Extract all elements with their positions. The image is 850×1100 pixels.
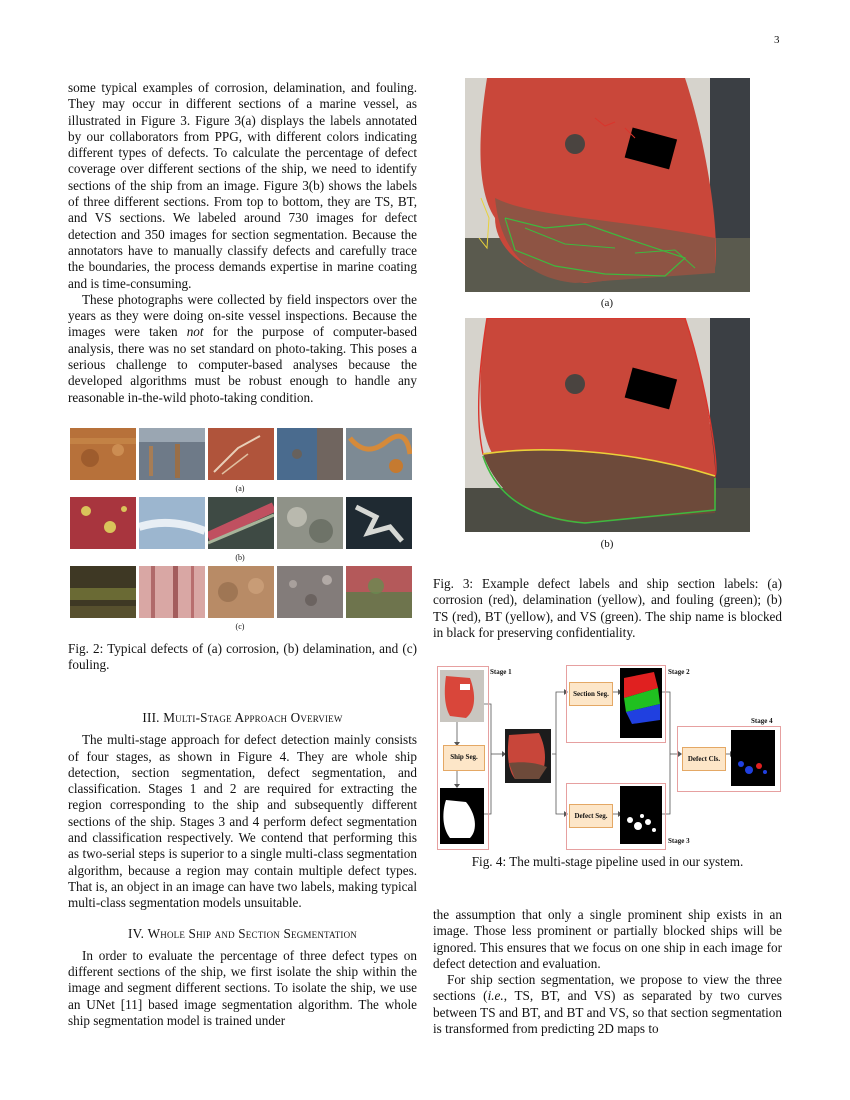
fig2-thumb-b5	[346, 497, 412, 549]
fig4-defect-mask	[620, 786, 662, 844]
fig2-thumb-c3	[208, 566, 274, 618]
stage2-label: Stage 2	[668, 668, 690, 676]
fig2-thumb-c2	[139, 566, 205, 618]
fig2-thumb-c5	[346, 566, 412, 618]
page-number: 3	[774, 34, 780, 46]
section-seg-box: Section Seg.	[569, 682, 613, 706]
stage1-label: Stage 1	[490, 668, 512, 676]
fig2-sub-c: (c)	[235, 622, 245, 631]
ship-seg-box: Ship Seg.	[443, 745, 485, 771]
fig4-caption: Fig. 4: The multi-stage pipeline used in our system.	[471, 854, 744, 869]
stage4-label: Stage 4	[751, 717, 773, 725]
defect-seg-box: Defect Seg.	[569, 804, 613, 828]
fig2-thumb-a5	[346, 428, 412, 480]
fig2-thumb-b4	[277, 497, 343, 549]
left-column-top	[68, 80, 417, 406]
fig2-thumb-b1	[70, 497, 136, 549]
section-4-heading: IV. Whole Ship and Section Segmentation	[127, 925, 358, 941]
fig2-thumb-c1	[70, 566, 136, 618]
defect-cls-box: Defect Cls.	[682, 747, 726, 771]
right-para-2: For ship section segmentation, we propose to view the three sections (i.e., TS, BT, and VS) as separated by two curves between TS and BT, and BT and VS, so that section segmentation is transformed from predicting 2D maps to	[433, 972, 783, 1037]
fig2-thumb-b2	[139, 497, 205, 549]
fig2-sub-b: (b)	[235, 553, 245, 562]
fig2-thumb-a2	[139, 428, 205, 480]
fig4-section-mask	[620, 668, 662, 738]
fig2-thumb-a1	[70, 428, 136, 480]
right-column-bottom	[433, 907, 782, 1037]
fig2-caption: Fig. 2: Typical defects of (a) corrosion, (b) delamination, and (c) fouling.	[68, 641, 417, 673]
section-3-para: The multi-stage approach for defect detection mainly consists of four stages, as shown in Figure 4. They are whole ship detection, section segmentation, defect segmentation, and classification. Stages 1 and 2 are required for extracting the region corresponding to the ship and subsequently different sections of the ship. Stages 3 and 4 perform defect segmentation and classification respectively. We contend that performing this as two-serial steps is superior to a single multi-class segmentation algorithm, because a region may contain multiple defect types. That is, an object in an image can have two labels, making typical multi-class segmentation models unsuitable.	[68, 732, 417, 911]
fig3-sub-b: (b)	[600, 538, 614, 550]
fig2-sub-a: (a)	[235, 484, 245, 493]
fig2-thumb-c4	[277, 566, 343, 618]
stage3-label: Stage 3	[668, 837, 690, 845]
fig2-thumb-a3	[208, 428, 274, 480]
left-para-2: These photographs were collected by field inspectors over the years as they were doing on-site vessel inspections. Because the images were taken not for the purpose of computer-based analysis, there was no set standard on photo-taking. This poses a serious challenge to computer-based analyses because the developed algorithms must be robust enough to handle any reasonable in-the-wild photo-taking condition.	[68, 291, 417, 405]
fig2-thumb-a4	[277, 428, 343, 480]
section-4-para: In order to evaluate the percentage of three defect types on different sections of the ship, we first isolate the ship within the image and segment different sections. To isolate the ship, we use an UNet [11] based image segmentation algorithm. The whole ship segmentation model is trained under	[68, 947, 417, 1029]
fig4-input-image	[440, 670, 484, 722]
fig3-caption: Fig. 3: Example defect labels and ship section labels: (a) corrosion (red), delamination (yellow), and fouling (green); (b) TS (red), BT (yellow), and VS (green). The ship name is blocked in black for preserving confidentiality.	[433, 576, 782, 640]
fig4-defect-cls-output	[731, 730, 775, 786]
section-3-heading: III. Multi-Stage Approach Overview	[142, 710, 343, 725]
fig3-image-a	[465, 78, 750, 292]
fig3-sub-a: (a)	[600, 297, 614, 309]
right-para-1: the assumption that only a single prominent ship exists in an image. Those less prominent or partially blocked ships will be ignored. This ensures that we focus on one ship in each image for defect detection and evaluation.	[433, 907, 782, 971]
fig3-image-b	[465, 318, 750, 532]
fig4-cropped-ship	[505, 729, 551, 783]
fig4-ship-mask	[440, 788, 484, 844]
left-para-1: some typical examples of corrosion, delamination, and fouling. They may occur in different sections of a marine vessel, as illustrated in Figure 3. Figure 3(a) displays the labels annotated by our collaborators from PPG, with different colors indicating different types of defects. To calculate the percentage of defect coverage over different sections of the ship, we need to identify sections of the ship from an image. Figure 3(b) shows the labels of three different sections. From top to bottom, they are TS, BT, and VS sections. We labeled around 730 images for defect detection and 350 images for section segmentation. Because the annotators have to manually classify defects and carefully trace the boundaries, the process demands expertise in marine coating and is time-consuming.	[68, 80, 417, 291]
left-column-bottom	[68, 710, 417, 1029]
fig2-thumb-b3	[208, 497, 274, 549]
